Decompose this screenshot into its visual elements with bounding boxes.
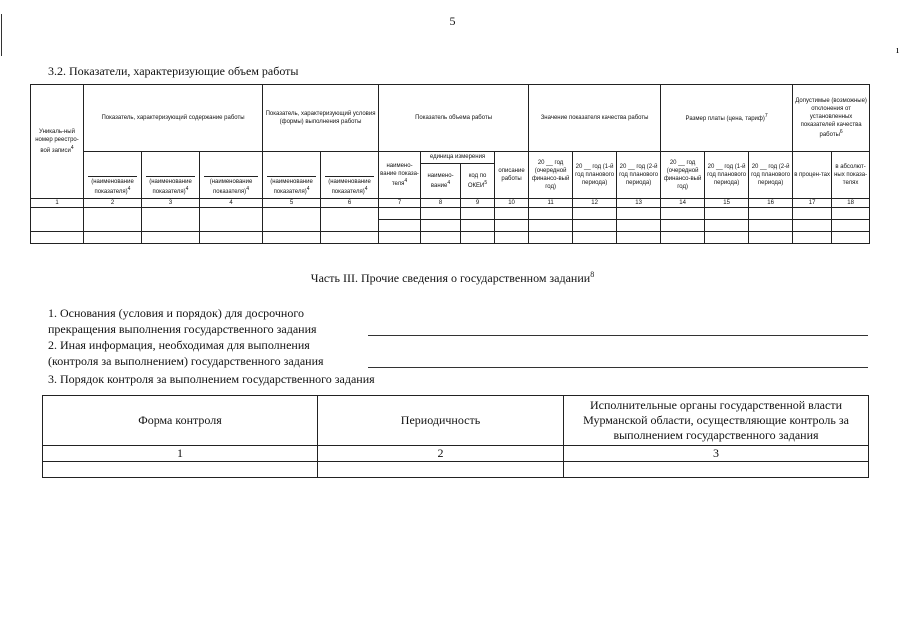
empty-row [31,208,870,220]
quality-year-plan-1: 20 __ год (1-й год планового периода) [573,152,617,199]
part3-title: Часть III. Прочие сведения о государственном задании$^8$ [310,270,595,285]
control-procedure-table [42,395,869,478]
item1-line2: прекращения выполнения государственного задания [48,322,317,336]
item1-fill-line [368,335,868,336]
item3-heading: 3. Порядок контроля за выполнением государственного задания [48,372,375,386]
section-title: 3.2. Показатели, характеризующие объем работы [48,64,299,78]
group-conditions-indicator: Показатель, характеризующий условия (формы) выполнения работы [263,85,379,152]
item2-line1: 2. Иная информация, необходимая для выполнения [48,338,310,352]
volume-indicator-name: наимено-вание показа-теля$^4$ [379,152,421,199]
item2-fill-line [368,367,868,368]
column-numbers-row: 1 2 3 4 5 6 7 8 9 10 11 12 13 14 15 16 17 18 [31,199,870,208]
work-volume-table [30,84,870,244]
margin-mark: ı [896,44,900,56]
content-indicator-1: (наименование показателя)$^4$ [84,152,142,199]
column-numbers-row: 1 2 3 [43,446,869,462]
group-deviation: Допустимые (возможные) отклонения от установленных показателей качества работы$^6$ [793,85,870,152]
group-content-indicator: Показатель, характеризующий содержание работы [84,85,263,152]
margin-line [1,14,2,56]
col-unique-record-number: Уникаль-ный номер реестро-вой записи$^4$ [31,85,84,199]
group-fee: Размер платы (цена, тариф)$^7$ [661,85,793,152]
fee-year-current: 20 __ год (очередной финансо-вый год) [661,152,705,199]
work-description: описание работы [495,152,529,199]
group-quality-value: Значение показателя качества работы [529,85,661,152]
col-periodicity: Периодичность [318,396,564,446]
unit-of-measure: единица измерения [421,152,495,164]
quality-year-plan-2: 20 __ год (2-й год планового периода) [617,152,661,199]
condition-indicator-1: (наименование показателя)$^4$ [263,152,321,199]
col-control-bodies: Исполнительные органы государственной власти Мурманской области, осуществляющие контроль за выполнением государственного задания [564,396,869,446]
fee-year-plan-1: 20 __ год (1-й год планового периода) [705,152,749,199]
unit-okei-code: код по ОКЕИ$^5$ [461,164,495,199]
group-volume-indicator: Показатель объема работы [379,85,529,152]
deviation-absolute: в абсолют-ных показа-телях [832,152,870,199]
condition-indicator-2: (наименование показателя)$^4$ [321,152,379,199]
deviation-percent: в процен-тах [793,152,832,199]
content-indicator-2: (наименование показателя)$^4$ [142,152,200,199]
unit-name: наимено-вание$^4$ [421,164,461,199]
quality-year-current: 20 __ год (очередной финансо-вый год) [529,152,573,199]
empty-row [31,232,870,244]
item1-line1: 1. Основания (условия и порядок) для досрочного [48,306,304,320]
item2-line2: (контроля за выполнением) государственного задания [48,354,324,368]
content-indicator-3: (наименование показателя)$^4$ [200,152,263,199]
fee-year-plan-2: 20 __ год (2-й год планового периода) [749,152,793,199]
page-number: 5 [449,14,456,28]
empty-row [43,462,869,478]
col-control-form: Форма контроля [43,396,318,446]
